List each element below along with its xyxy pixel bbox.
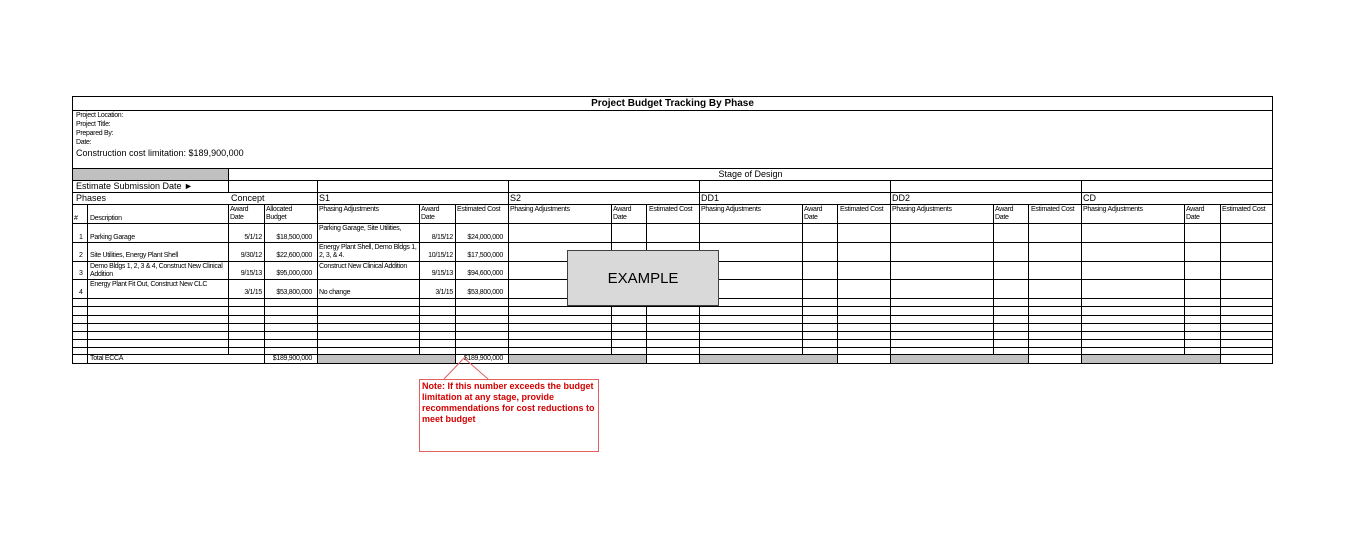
- stage-cd: CD: [1083, 193, 1096, 203]
- total-dd1-shade: [700, 355, 837, 363]
- total-s2-shade: [509, 355, 646, 363]
- col-s2-award: Award Date: [613, 206, 632, 221]
- col-s1-cost: Estimated Cost: [457, 206, 501, 213]
- stage-concept: Concept: [231, 193, 265, 203]
- total-label: Total ECCA: [90, 355, 124, 362]
- row4-num: 4: [79, 289, 83, 296]
- row2-num: 2: [79, 252, 83, 259]
- stage-dd1: DD1: [701, 193, 720, 203]
- col-s1-award: Award Date: [421, 206, 440, 221]
- example-watermark: EXAMPLE: [567, 250, 719, 306]
- col-concept-award: Award Date: [230, 206, 249, 221]
- row3-description: Demo Bldgs 1, 2, 3 & 4, Construct New Clinical Addition: [90, 263, 223, 278]
- row3-s1-adj: Construct New Clinical Addition: [319, 263, 407, 270]
- estimate-submission-label: Estimate Submission Date ►: [76, 181, 193, 191]
- col-dd2-adj: Phasing Adjustments: [892, 206, 952, 213]
- col-dd2-cost: Estimated Cost: [1031, 206, 1075, 213]
- row4-s1-award: 3/1/15: [435, 289, 453, 296]
- project-location-label: Project Location:: [76, 112, 124, 119]
- row4-budget: $53,800,000: [276, 289, 312, 296]
- row4-description: Energy Plant Fit Out, Construct New CLC: [90, 281, 208, 288]
- stage-dd2: DD2: [892, 193, 911, 203]
- note-callout-pointer: [418, 355, 498, 381]
- row1-s1-cost: $24,000,000: [467, 234, 503, 241]
- stage-s2: S2: [510, 193, 522, 203]
- row2-budget: $22,600,000: [276, 252, 312, 259]
- row3-award: 9/15/13: [240, 270, 262, 277]
- col-cd-cost: Estimated Cost: [1222, 206, 1266, 213]
- total-budget: $189,900,000: [272, 355, 312, 362]
- cost-limitation: Construction cost limitation: $189,900,000: [76, 148, 244, 158]
- col-dd1-award: Award Date: [804, 206, 823, 221]
- row2-description: Site Utilities, Energy Plant Shell: [90, 252, 178, 259]
- row2-s1-adj: Energy Plant Shell, Demo Bldgs 1, 2, 3, & 4.: [319, 244, 417, 259]
- date-label: Date:: [76, 139, 92, 146]
- col-dd1-adj: Phasing Adjustments: [701, 206, 761, 213]
- col-s1-adj: Phasing Adjustments: [319, 206, 379, 213]
- budget-note-callout: Note: If this number exceeds the budget limitation at any stage, provide recommendations for cost reductions to meet budget: [419, 379, 599, 452]
- row3-num: 3: [79, 270, 83, 277]
- col-cd-adj: Phasing Adjustments: [1083, 206, 1143, 213]
- total-dd2-shade: [891, 355, 1028, 363]
- col-cd-award: Award Date: [1186, 206, 1205, 221]
- row2-award: 9/30/12: [240, 252, 262, 259]
- col-s2-cost: Estimated Cost: [649, 206, 693, 213]
- stage-s1: S1: [319, 193, 331, 203]
- row4-s1-adj: No change: [319, 289, 351, 296]
- col-num: #: [74, 215, 78, 222]
- row3-s1-cost: $94,600,000: [467, 270, 503, 277]
- row1-award: 5/1/12: [244, 234, 262, 241]
- stage-of-design-header: Stage of Design: [718, 169, 783, 179]
- row1-budget: $18,500,000: [276, 234, 312, 241]
- row4-s1-cost: $53,800,000: [467, 289, 503, 296]
- total-cd-shade: [1082, 355, 1220, 363]
- header-gray-cell: [73, 169, 228, 180]
- row3-budget: $95,000,000: [276, 270, 312, 277]
- row2-s1-award: 10/15/12: [428, 252, 453, 259]
- prepared-by-label: Prepared By:: [76, 130, 114, 137]
- row1-num: 1: [79, 234, 83, 241]
- col-concept-budget: Allocated Budget: [266, 206, 293, 221]
- project-title-label: Project Title:: [76, 121, 111, 128]
- col-description: Description: [90, 215, 122, 222]
- row3-s1-award: 9/15/13: [431, 270, 453, 277]
- col-dd2-award: Award Date: [995, 206, 1014, 221]
- row1-s1-award: 8/15/12: [431, 234, 453, 241]
- col-s2-adj: Phasing Adjustments: [510, 206, 570, 213]
- total-s1-cost: $189,900,000: [463, 355, 503, 362]
- row1-description: Parking Garage: [90, 234, 135, 241]
- sheet-title: Project Budget Tracking By Phase: [591, 98, 754, 109]
- row2-s1-cost: $17,500,000: [467, 252, 503, 259]
- col-dd1-cost: Estimated Cost: [840, 206, 884, 213]
- phases-label: Phases: [76, 193, 107, 203]
- row4-award: 3/1/15: [244, 289, 262, 296]
- budget-sheet: [72, 96, 1273, 364]
- row1-s1-adj: Parking Garage, Site Utilities,: [319, 225, 402, 232]
